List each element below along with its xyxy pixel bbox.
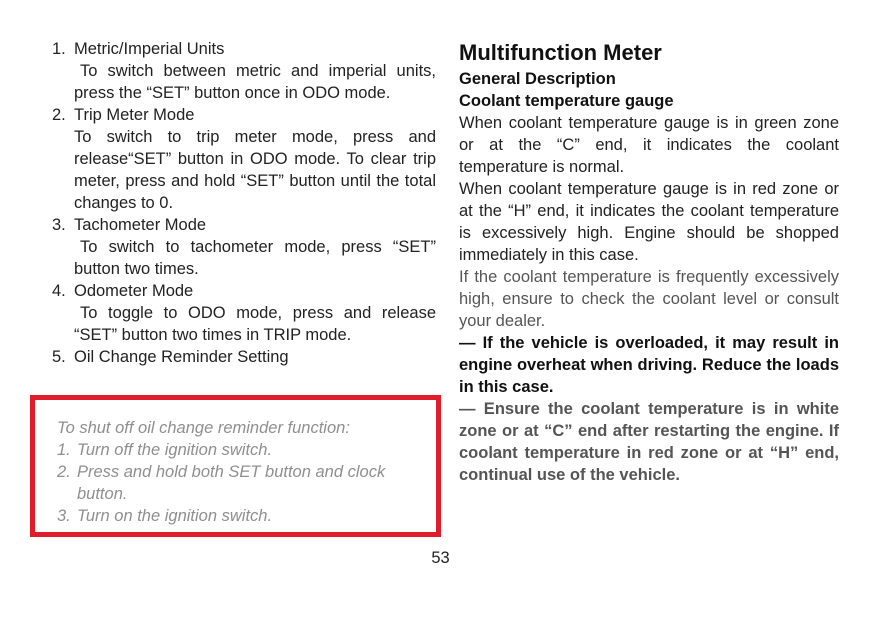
oil-reminder-instructions bbox=[57, 417, 439, 527]
section-subtitle: General Description bbox=[459, 70, 616, 88]
list-item bbox=[52, 280, 436, 346]
list-item bbox=[52, 104, 436, 214]
right-column bbox=[459, 38, 839, 486]
item-number: 4. bbox=[52, 282, 66, 300]
item-heading: Metric/Imperial Units bbox=[74, 40, 225, 58]
step-number: 2. bbox=[57, 463, 71, 481]
oil-reminder-step bbox=[57, 439, 439, 461]
oil-reminder-step bbox=[57, 505, 439, 527]
item-number: 1. bbox=[52, 40, 66, 58]
page-title: Multifunction Meter bbox=[459, 40, 662, 65]
item-heading: Odometer Mode bbox=[74, 282, 194, 300]
step-number: 3. bbox=[57, 507, 71, 525]
step-number: 1. bbox=[57, 441, 71, 459]
page-number: 53 bbox=[431, 549, 450, 567]
item-number: 5. bbox=[52, 348, 66, 366]
item-number: 2. bbox=[52, 106, 66, 124]
item-body: To switch to tachometer mode, press “SET” button two times. bbox=[74, 238, 436, 278]
item-heading: Tachometer Mode bbox=[74, 216, 207, 234]
item-number: 3. bbox=[52, 216, 66, 234]
paragraph: When coolant temperature gauge is in green zone or at the “C” end, it indicates the coolant temperature is normal. bbox=[459, 114, 839, 176]
step-text: Turn off the ignition switch. bbox=[77, 441, 273, 459]
list-item bbox=[52, 346, 436, 368]
coolant-note: — Ensure the coolant temperature is in white zone or at “C” end after restarting the engine. If coolant temperature in red zone or at “H” end, continual use of the vehicle. bbox=[459, 400, 839, 484]
step-text: Turn on the ignition switch. bbox=[77, 507, 273, 525]
oil-reminder-highlight-box bbox=[30, 395, 441, 537]
overload-warning: — If the vehicle is overloaded, it may result in engine overheat when driving. Reduce the loads in this case. bbox=[459, 334, 839, 396]
step-text: Press and hold both SET button and clock button. bbox=[77, 463, 386, 503]
item-heading: Trip Meter Mode bbox=[74, 106, 195, 124]
item-body: To switch between metric and imperial units, press the “SET” button once in ODO mode. bbox=[74, 62, 436, 102]
oil-reminder-step bbox=[57, 461, 439, 505]
oil-reminder-intro: To shut off oil change reminder function: bbox=[57, 419, 350, 437]
item-body: To toggle to ODO mode, press and release “SET” button two times in TRIP mode. bbox=[74, 304, 436, 344]
section-heading: Coolant temperature gauge bbox=[459, 92, 674, 110]
list-item bbox=[52, 214, 436, 280]
item-heading: Oil Change Reminder Setting bbox=[74, 348, 289, 366]
paragraph: If the coolant temperature is frequently excessively high, ensure to check the coolant level or consult your dealer. bbox=[459, 268, 839, 330]
left-column bbox=[52, 38, 436, 368]
item-body: To switch to trip meter mode, press and release“SET” button in ODO mode. To clear trip meter, press and hold “SET” button until the total changes to 0. bbox=[74, 128, 436, 212]
list-item bbox=[52, 38, 436, 104]
paragraph: When coolant temperature gauge is in red zone or at the “H” end, it indicates the coolant temperature is excessively high. Engine should be shopped immediately in this case. bbox=[459, 180, 839, 264]
